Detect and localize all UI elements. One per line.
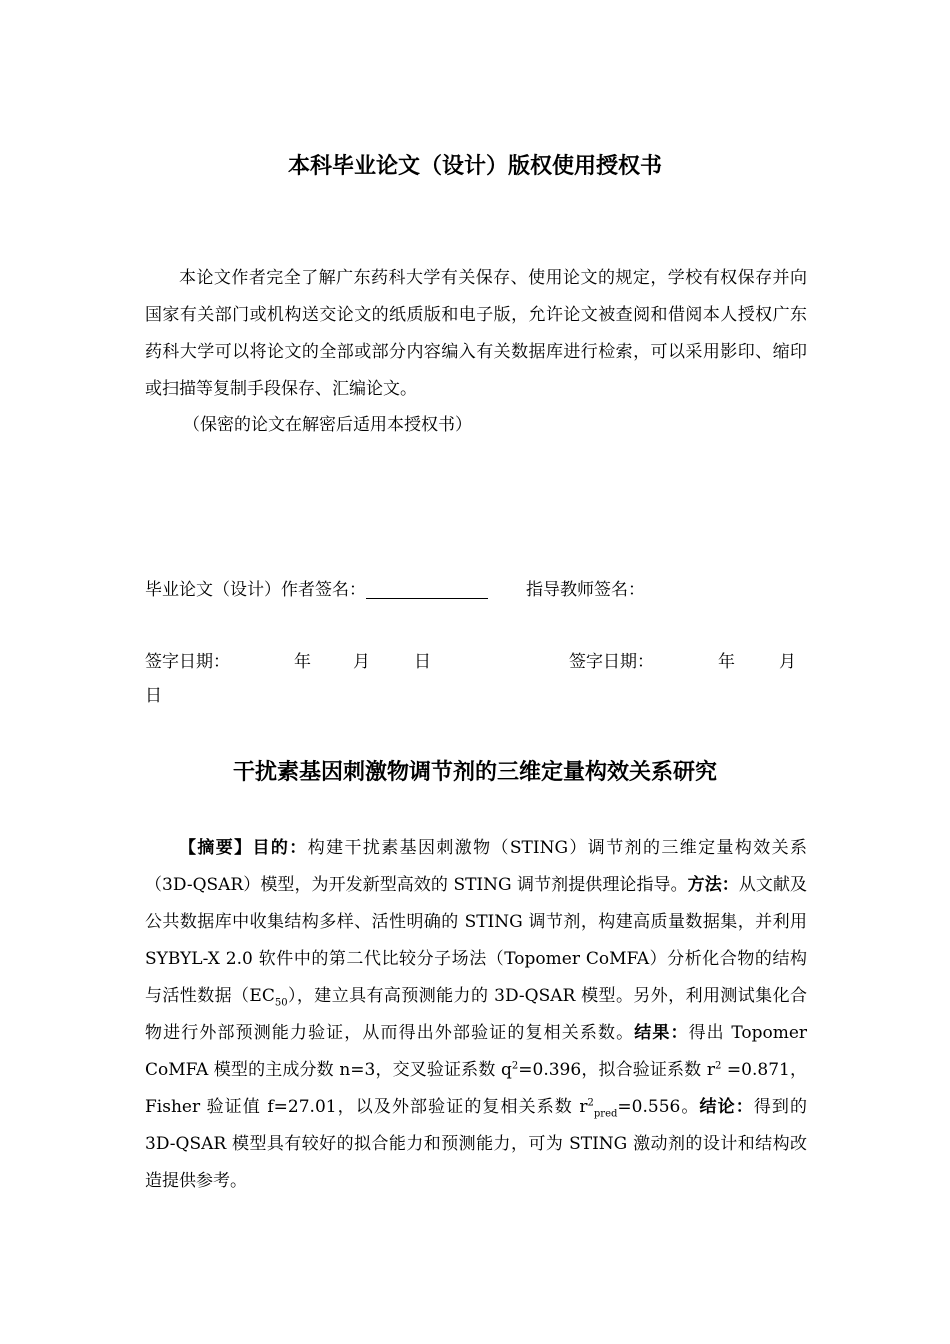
author-signature-line xyxy=(366,578,488,599)
date-row xyxy=(145,645,807,713)
method-text-2: ），建立具有高预测能力的 3D-QSAR 模型。另外，利用测试集化合物进行外部预测能力验证，从而得出外部验证的复相关系数。 xyxy=(145,986,807,1043)
abstract-paragraph xyxy=(145,830,807,1200)
result-label: 结果： xyxy=(634,1023,689,1043)
purpose-text: 构建干扰素基因刺激物（STING）调节剂的三维定量构效关系（3D-QSAR）模型，为开发新型高效的 STING 调节剂提供理论指导。 xyxy=(145,838,808,895)
conclusion-label: 结论： xyxy=(699,1097,754,1117)
rpred-subscript: pred xyxy=(593,1108,618,1120)
q-superscript: 2 xyxy=(511,1060,519,1072)
confidentiality-note: （保密的论文在解密后适用本授权书） xyxy=(183,415,472,435)
advisor-date-label: 签字日期： xyxy=(569,652,654,672)
paper-title: 干扰素基因刺激物调节剂的三维定量构效关系研究 xyxy=(232,760,717,785)
advisor-date-day: 日 xyxy=(145,686,162,706)
author-date-year: 年 xyxy=(294,652,311,672)
rpred-superscript: 2 xyxy=(587,1097,594,1109)
r-superscript: 2 xyxy=(715,1060,722,1072)
advisor-signature-label: 指导教师签名： xyxy=(526,580,645,600)
author-date-label: 签字日期： xyxy=(145,652,230,672)
ec-subscript: 50 xyxy=(274,997,288,1009)
method-label: 方法： xyxy=(687,875,739,895)
signature-row xyxy=(145,574,645,606)
method-text-1: 从文献及公共数据库中收集结构多样、活性明确的 STING 调节剂，构建高质量数据集，并利用 SYBYL-X 2.0 软件中的第二代比较分子场法（Topomer CoMFA）分析化合物的结构与活性数据（EC xyxy=(145,875,808,1006)
purpose-label: 目的： xyxy=(252,838,308,858)
author-date-month: 月 xyxy=(353,652,370,672)
result-text-4: =0.556。 xyxy=(617,1097,700,1117)
advisor-date-month: 月 xyxy=(779,652,796,672)
advisor-date-year: 年 xyxy=(718,652,735,672)
author-date-day: 日 xyxy=(414,652,431,672)
author-signature-label: 毕业论文（设计）作者签名： xyxy=(145,580,366,600)
authorization-title: 本科毕业论文（设计）版权使用授权书 xyxy=(287,154,662,179)
abstract-label: 【摘要】 xyxy=(179,838,253,858)
authorization-paragraph: 本论文作者完全了解广东药科大学有关保存、使用论文的规定，学校有权保存并向国家有关部门或机构送交论文的纸质版和电子版，允许论文被查阅和借阅本人授权广东药科大学可以将论文的全部或部分内容编入有关数据库进行检索，可以采用影印、缩印或扫描等复制手段保存、汇编论文。 xyxy=(145,268,807,399)
result-text-3: =0.871，Fisher 验证值 f=27.01，以及外部验证的复相关系数 r xyxy=(145,1060,807,1117)
result-text-1: 得出 Topomer CoMFA 模型的主成分数 n=3，交叉验证系数 q xyxy=(145,1023,807,1080)
result-text-2: =0.396，拟合验证系数 r xyxy=(518,1060,715,1080)
conclusion-text: 得到的 3D-QSAR 模型具有较好的拟合能力和预测能力，可为 STING 激动剂的设计和结构改造提供参考。 xyxy=(145,1097,808,1191)
